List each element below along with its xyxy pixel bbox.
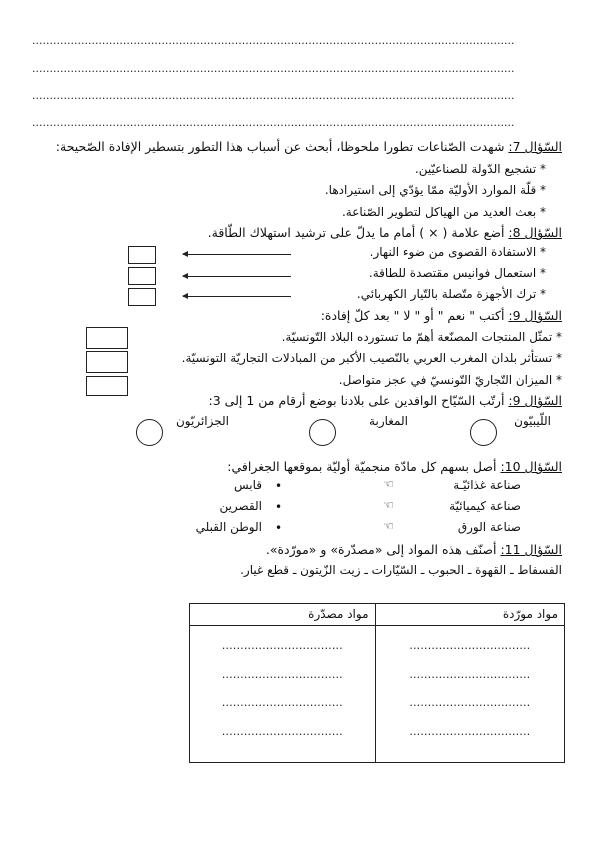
imported-cell[interactable] [375,626,564,763]
q11-materials: الفسفاط ـ القهوة ـ الحبوب ـ السّيّارات ـ زيت الزّيتون ـ قطع غيار. [240,563,562,577]
q10-left-item-1: صناعة غذائيّـة [453,478,521,492]
q11-label: السّؤال 11: [500,542,562,557]
classification-table [189,603,565,763]
exported-cell[interactable] [190,626,376,763]
table-header-exported: مواد مصدّرة [190,604,376,626]
q8-answer-box-3[interactable] [128,288,156,306]
q8-text: أضع علامة ( × ) أمام ما يدلّ على ترشيد استهلاك الطّاقة. [207,225,509,240]
pointing-hand-icon: ☜ [383,477,394,491]
q10-heading [227,459,562,474]
q9a-answer-box-3[interactable] [86,376,128,396]
q10-label: السّؤال 10: [500,459,562,474]
q9b-option-1: اللّيبيّون [514,414,551,428]
q9b-option-3: الجزائريّون [175,414,229,428]
answer-line[interactable]: …………………………… [221,696,343,709]
q7-item-1[interactable]: * تشجيع الدّولة للصناعيّين. [414,162,546,176]
table-header-imported: مواد مورّدة [375,604,564,626]
q7-text: شهدت الصّناعات تطورا ملحوظا، أبحث عن أسباب هذا التطور بتسطير الإفادة الصّحيحة: [55,139,509,154]
q10-left-item-3: صناعة الورق [457,520,521,534]
q8-label: السّؤال 8: [508,225,562,240]
q11-heading [266,542,562,557]
bullet-icon: • [275,479,283,493]
answer-line[interactable]: …………………………… [409,667,531,681]
arrow-right-icon [183,276,291,277]
exported-answer-lines[interactable] [190,626,375,746]
q9b-text: أرتّب السّيّاح الوافدين على بلادنا بوضع أرقام من 1 إلى 3: [208,393,509,408]
q9a-label: السّؤال 9: [508,308,562,323]
q10-right-item-2: القصرين [219,499,262,513]
answer-line-3[interactable]: .......................................................................................................................................... [32,89,515,102]
bullet-icon: • [275,500,283,514]
q10-right-item-1: قابس [233,478,262,492]
q9a-text: أكتب " نعم " أو " لا " بعد كلّ إفادة: [320,308,509,323]
q8-answer-box-1[interactable] [128,246,156,264]
answer-line[interactable]: …………………………… [221,724,343,738]
q9b-label: السّؤال 9: [508,393,562,408]
q9b-rank-circle-1[interactable] [470,419,497,446]
q8-item-2: * استعمال فوانيس مقتصدة للطاقة. [368,266,546,280]
imported-answer-lines[interactable] [376,626,564,746]
q7-item-2[interactable]: * قلّة الموارد الأوليّة ممّا يؤدّي إلى استيرادها. [324,183,546,197]
arrow-right-icon [183,254,291,255]
q9b-heading [209,393,562,408]
q11-text: أصنّف هذه المواد إلى «مصدّرة» و «مورّدة». [265,542,501,557]
q9a-item-1: * تمثّل المنتجات المصنّعة أهمّ ما تستورده البلاد التّونسيّة. [281,330,562,344]
q8-item-3: * ترك الأجهزة متّصلة بالتّيار الكهربائي. [356,287,546,301]
q9b-option-2: المغاربة [369,414,408,428]
q7-item-3[interactable]: * بعث العديد من الهياكل لتطوير الصّناعة. [341,205,546,219]
q10-right-item-3: الوطن القبلي [195,520,262,534]
q7-label: السّؤال 7: [508,139,562,154]
q9a-answer-box-2[interactable] [86,351,128,373]
answer-line[interactable]: …………………………… [221,667,343,681]
answer-line-2[interactable]: .......................................................................................................................................... [32,62,515,75]
answer-line[interactable]: …………………………… [409,724,531,738]
q9b-rank-circle-2[interactable] [309,419,336,446]
pointing-hand-icon: ☜ [383,498,394,512]
q9a-item-3: * الميزان التّجاريّ التّونسيّ في عجز متواصل. [338,373,562,387]
q9a-answer-box-1[interactable] [86,327,128,349]
answer-line[interactable]: …………………………… [221,639,343,652]
q8-heading [208,225,562,240]
q10-text: أصل بسهم كل مادّة منجميّة أوليّة بموقعها الجغرافي: [227,459,501,474]
answer-line-1[interactable]: .......................................................................................................................................... [32,34,515,47]
q10-left-item-2: صناعة كيميائيّة [449,499,521,513]
answer-line[interactable]: …………………………… [409,696,531,709]
q8-answer-box-2[interactable] [128,267,156,285]
q7-heading [56,139,562,154]
q9b-rank-circle-3[interactable] [136,419,163,446]
pointing-hand-icon: ☜ [383,519,394,533]
answer-line[interactable]: …………………………… [409,639,531,652]
q9a-item-2: * تستأثر بلدان المغرب العربي بالنّصيب الأكبر من المبادلات التجاريّة التونسيّة. [181,351,562,365]
bullet-icon: • [275,521,283,535]
answer-line-4[interactable]: .......................................................................................................................................... [32,116,515,129]
q8-item-1: * الاستفادة القصوى من ضوء النهار. [369,245,546,259]
q9a-heading [321,308,562,323]
arrow-right-icon [183,296,291,297]
